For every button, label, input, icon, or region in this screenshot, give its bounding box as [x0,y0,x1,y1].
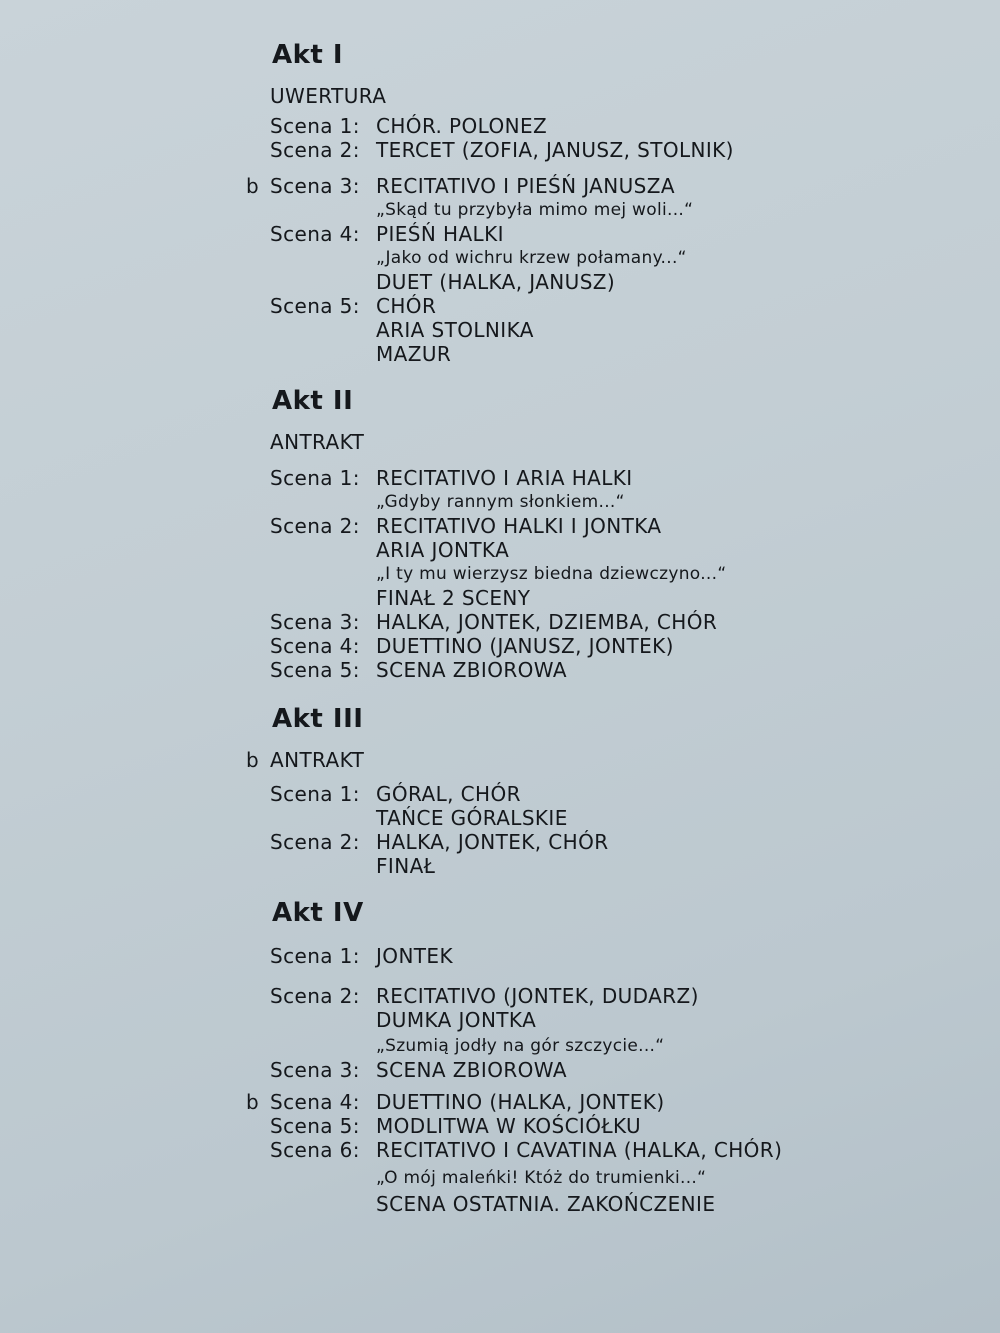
scene-label: Scena 1: [270,782,360,806]
scene-label: Scena 2: [270,138,360,162]
track-title: DUETTINO (HALKA, JONTEK) [376,1090,665,1114]
track-title: DUET (HALKA, JANUSZ) [376,270,616,294]
track-title: HALKA, JONTEK, CHÓR [376,830,609,854]
track-title: MAZUR [376,342,452,366]
scene-label: Scena 5: [270,1114,360,1138]
act-heading: Akt I [272,40,344,70]
quote-line: „Jako od wichru krzew połamany...“ [376,248,687,268]
track-title: ARIA STOLNIKA [376,318,534,342]
track-title: RECITATIVO I CAVATINA (HALKA, CHÓR) [376,1138,783,1162]
track-title: GÓRAL, CHÓR [376,782,521,806]
quote-line: „O mój maleńki! Któż do trumienki...“ [376,1168,707,1188]
scene-label: Scena 1: [270,944,360,968]
side-marker: b [246,748,260,772]
scene-label: Scena 6: [270,1138,360,1162]
track-title: CHÓR. POLONEZ [376,114,548,138]
track-title: DUMKA JONTKA [376,1008,537,1032]
quote-line: „I ty mu wierzysz biedna dziewczyno...“ [376,564,727,584]
track-title: RECITATIVO HALKI I JONTKA [376,514,662,538]
scene-label: Scena 3: [270,174,360,198]
side-marker: b [246,174,260,198]
side-marker: b [246,1090,260,1114]
track-title: PIEŚŃ HALKI [376,222,504,246]
track-title: TERCET (ZOFIA, JANUSZ, STOLNIK) [376,138,734,162]
track-title: UWERTURA [270,84,387,108]
scene-label: Scena 4: [270,222,360,246]
track-title: FINAŁ [376,854,436,878]
track-title: ARIA JONTKA [376,538,510,562]
quote-line: „Skąd tu przybyła mimo mej woli...“ [376,200,694,220]
track-title: MODLITWA W KOŚCIÓŁKU [376,1114,642,1138]
scene-label: Scena 4: [270,1090,360,1114]
track-title: CHÓR [376,294,437,318]
scene-label: Scena 2: [270,514,360,538]
track-title: DUETTINO (JANUSZ, JONTEK) [376,634,674,658]
track-title: JONTEK [376,944,453,968]
scene-label: Scena 2: [270,830,360,854]
scene-label: Scena 2: [270,984,360,1008]
track-title: ANTRAKT [270,748,365,772]
act-heading: Akt II [272,386,354,416]
quote-line: „Gdyby rannym słonkiem...“ [376,492,625,512]
scene-label: Scena 3: [270,1058,360,1082]
track-title: HALKA, JONTEK, DZIEMBA, CHÓR [376,610,718,634]
scene-label: Scena 5: [270,658,360,682]
track-title: ANTRAKT [270,430,365,454]
act-heading: Akt IV [272,898,364,928]
scene-label: Scena 3: [270,610,360,634]
track-title: SCENA OSTATNIA. ZAKOŃCZENIE [376,1192,716,1216]
track-title: RECITATIVO (JONTEK, DUDARZ) [376,984,699,1008]
track-title: RECITATIVO I PIEŚŃ JANUSZA [376,174,675,198]
scene-label: Scena 4: [270,634,360,658]
act-heading: Akt III [272,704,364,734]
track-title: RECITATIVO I ARIA HALKI [376,466,633,490]
track-title: SCENA ZBIOROWA [376,1058,567,1082]
track-title: SCENA ZBIOROWA [376,658,567,682]
scene-label: Scena 5: [270,294,360,318]
scene-label: Scena 1: [270,466,360,490]
track-title: FINAŁ 2 SCENY [376,586,531,610]
track-title: TAŃCE GÓRALSKIE [376,806,568,830]
scene-label: Scena 1: [270,114,360,138]
quote-line: „Szumią jodły na gór szczycie...“ [376,1036,665,1056]
